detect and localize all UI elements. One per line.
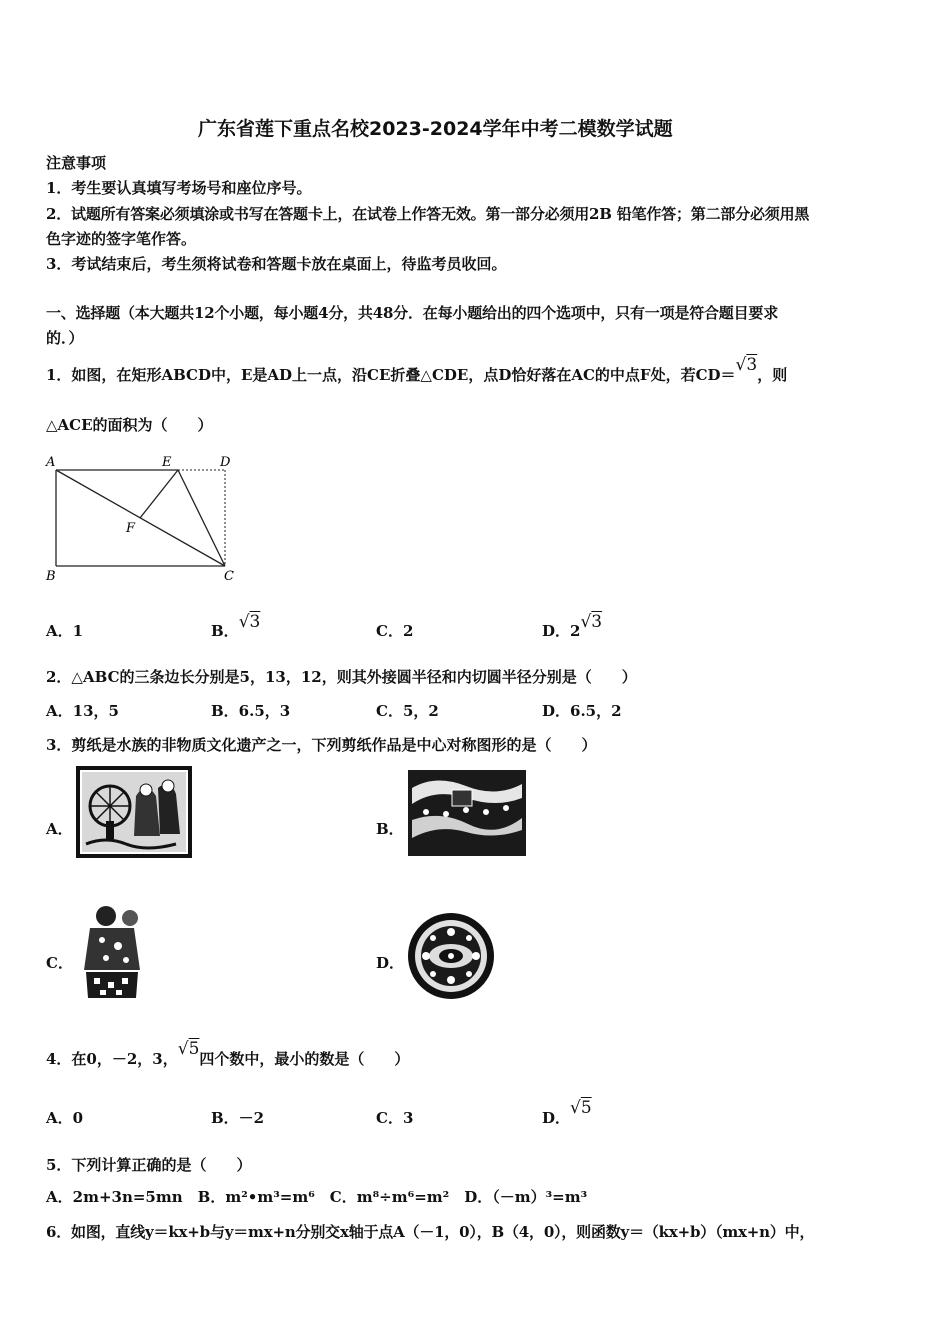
q4-option-d-sqrt-value: 5 — [580, 1098, 592, 1118]
q1-option-b — [211, 612, 261, 641]
q2-option-c: C．5，2 — [376, 702, 439, 720]
section-heading: 一、选择题（本大题共12个小题，每小题4分，共48分．在每小题给出的四个选项中，只有一项是符合题目要求 — [46, 304, 778, 322]
notice-item-1: 1．考生要认真填写考场号和座位序号。 — [46, 179, 312, 197]
fig-label-d: D — [220, 455, 231, 470]
q1-sqrt-value: 3 — [746, 355, 758, 375]
q1-text-a: 1．如图，在矩形ABCD中，E是AD上一点，沿CE折叠△CDE，点D恰好落在AC的中点F处，若CD＝ — [46, 366, 736, 384]
q3-option-c-label: C． — [46, 954, 73, 972]
fig-label-c: C — [224, 569, 234, 584]
q3-option-b-label: B． — [376, 820, 404, 838]
q4-option-d-prefix: D． — [542, 1109, 571, 1127]
q2-option-d: D．6.5，2 — [542, 702, 622, 720]
q4-option-b: B．－2 — [211, 1109, 265, 1127]
q5-options: A．2m+3n=5mn B．m²•m³=m⁶ C．m⁸÷m⁶=m² D．（－m）³=m³ — [46, 1188, 588, 1206]
q1-rectangle-figure — [40, 450, 240, 590]
q3-option-a-label: A． — [46, 820, 73, 838]
q4-option-c: C．3 — [376, 1109, 414, 1127]
fig-line-ec — [178, 470, 225, 566]
q1-option-d-prefix: D．2 — [542, 622, 581, 640]
q4-option-d-sqrt: √5 — [570, 1098, 592, 1118]
notice-item-3: 3．考试结束后，考生须将试卷和答题卡放在桌面上，待监考员收回。 — [46, 255, 507, 273]
q4-sqrt-value: 5 — [188, 1039, 200, 1059]
fig-label-b: B — [46, 569, 56, 584]
notice-item-2-cont: 色字迹的签字笔作答。 — [46, 230, 197, 248]
q1-option-c: C．2 — [376, 622, 414, 640]
q4-sqrt: √5 — [177, 1039, 200, 1059]
q3-option-c-papercut-image — [76, 900, 150, 1002]
q5-text: 5．下列计算正确的是（ ） — [46, 1156, 252, 1174]
q1-option-d — [542, 612, 603, 641]
q2-option-a: A．13，5 — [46, 702, 119, 720]
q3-option-d-label: D． — [376, 954, 405, 972]
fig-label-a: A — [46, 455, 56, 470]
q1-option-b-sqrt-value: 3 — [249, 612, 261, 632]
q3-text: 3．剪纸是水族的非物质文化遗产之一，下列剪纸作品是中心对称图形的是（ ） — [46, 736, 597, 754]
q1-option-a: A．1 — [46, 622, 84, 640]
q1-option-b-sqrt: √3 — [238, 612, 261, 632]
page-title: 广东省莲下重点名校2023-2024学年中考二模数学试题 — [198, 118, 673, 140]
notice-heading: 注意事项 — [46, 154, 107, 172]
q1-option-d-sqrt: √3 — [580, 612, 603, 632]
q4-text-b: 四个数中，最小的数是（ ） — [199, 1050, 410, 1068]
q6-text: 6．如图，直线y＝kx+b与y＝mx+n分别交x轴于点A（－1，0），B（4，0），则函数y＝（kx+b）（mx+n）中， — [46, 1223, 815, 1241]
q4-text — [46, 1039, 410, 1069]
q1-sqrt: √3 — [735, 355, 758, 375]
q3-option-b-papercut-image — [406, 768, 528, 858]
q4-text-a: 4．在0，－2，3， — [46, 1050, 178, 1068]
q1-text-b: ，则 — [757, 366, 788, 384]
q2-option-b: B．6.5，3 — [211, 702, 291, 720]
fig-label-e: E — [162, 455, 172, 470]
q1-text-c: △ACE的面积为（ ） — [46, 416, 213, 434]
fig-line-ef — [140, 470, 178, 518]
q4-option-d — [542, 1098, 592, 1128]
fig-label-f: F — [126, 521, 136, 536]
q2-text: 2．△ABC的三条边长分别是5，13，12，则其外接圆半径和内切圆半径分别是（ ） — [46, 668, 637, 686]
q1-text — [46, 355, 788, 385]
q4-option-a: A．0 — [46, 1109, 84, 1127]
q1-option-d-sqrt-value: 3 — [591, 612, 603, 632]
q1-option-b-prefix: B． — [211, 622, 239, 640]
section-heading-cont: 的．） — [46, 329, 84, 347]
q3-option-d-papercut-image — [406, 910, 496, 1002]
q3-option-a-papercut-image — [76, 766, 192, 858]
notice-item-2: 2．试题所有答案必须填涂或书写在答题卡上，在试卷上作答无效。第一部分必须用2B 铅笔作答；第二部分必须用黑 — [46, 205, 810, 223]
